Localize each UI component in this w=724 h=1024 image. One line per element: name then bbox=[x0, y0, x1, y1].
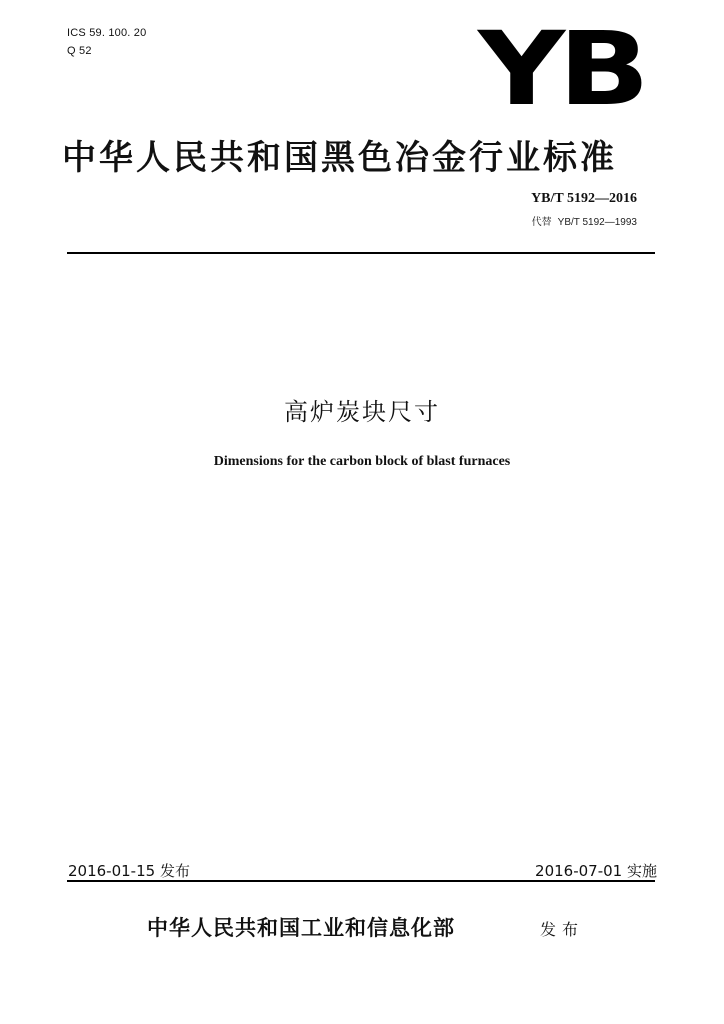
replaces-label: 代替 bbox=[531, 217, 552, 228]
issuing-authority: 中华人民共和国工业和信息化部 bbox=[147, 915, 455, 940]
document-title-en: Dimensions for the carbon block of blast furnaces bbox=[213, 454, 511, 469]
ics-code: ICS 59. 100. 20 bbox=[67, 27, 147, 39]
replaces-code: YB/T 5192—1993 bbox=[557, 217, 637, 228]
top-divider bbox=[67, 252, 655, 254]
document-title-cn: 高炉炭块尺寸 bbox=[284, 398, 440, 426]
bottom-divider bbox=[67, 880, 655, 882]
standard-code: YB/T 5192—2016 bbox=[531, 191, 637, 206]
replaces-line bbox=[526, 213, 637, 228]
publish-label: 发布 bbox=[540, 920, 585, 939]
yb-logo: YB bbox=[478, 10, 643, 129]
classification-codes bbox=[67, 24, 146, 60]
industry-standard-title: 中华人民共和国黑色冶金行业标准 bbox=[62, 138, 617, 178]
ccs-code: Q 52 bbox=[67, 45, 92, 57]
issue-date: 2016-01-15 发布 bbox=[68, 862, 190, 880]
implementation-date: 2016-07-01 实施 bbox=[535, 862, 657, 880]
